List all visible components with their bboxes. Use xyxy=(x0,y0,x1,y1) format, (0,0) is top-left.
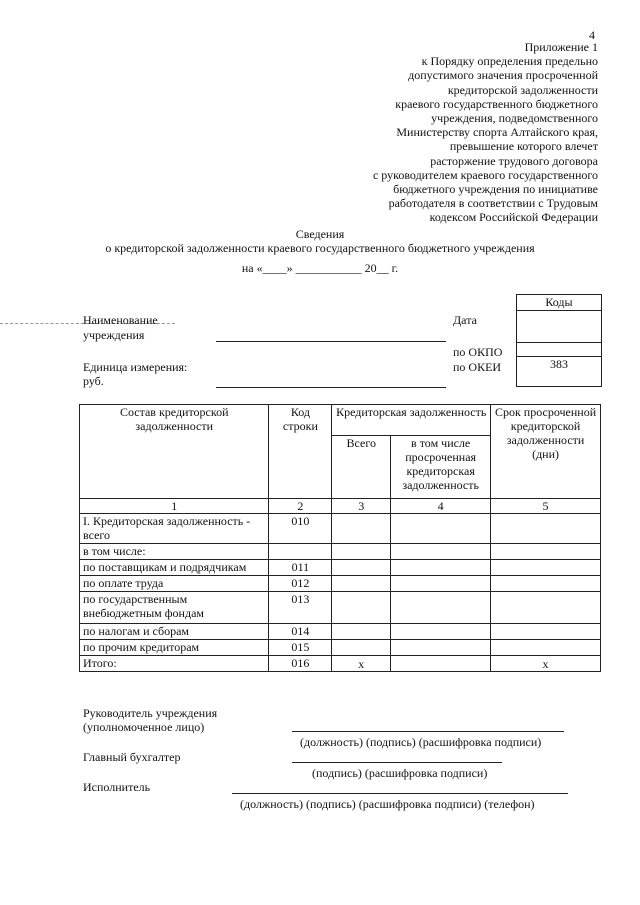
col-number: 3 xyxy=(332,499,391,514)
executor-signature-line[interactable] xyxy=(232,793,568,794)
document-title: Сведения xyxy=(295,227,345,241)
row-term[interactable] xyxy=(491,514,601,544)
row-total[interactable] xyxy=(332,544,391,560)
row-term[interactable] xyxy=(491,576,601,592)
row-code: 013 xyxy=(269,592,332,624)
row-name: Итого: xyxy=(80,656,269,672)
table-row xyxy=(80,560,601,576)
appendix-line: учреждения, подведомственного xyxy=(431,111,598,126)
appendix-line: допустимого значения просроченной xyxy=(408,68,598,83)
unit-field[interactable] xyxy=(216,387,446,388)
debt-table xyxy=(79,404,601,672)
accountant-signature-caption: (подпись) (расшифровка подписи) xyxy=(312,766,488,780)
unit-label: Единица измерения: xyxy=(83,360,188,374)
table-row xyxy=(80,640,601,656)
unit-value: руб. xyxy=(83,374,104,388)
head-label-2: (уполномоченное лицо) xyxy=(83,720,205,734)
appendix-block xyxy=(298,40,598,225)
head-signature-caption: (должность) (подпись) (расшифровка подписи) xyxy=(300,735,542,749)
row-total[interactable] xyxy=(332,576,391,592)
col-overdue-header: в том числе просроченная кредиторская задолженность xyxy=(391,436,491,499)
row-term[interactable] xyxy=(491,544,601,560)
appendix-line: кодексом Российской Федерации xyxy=(429,210,598,225)
table-row xyxy=(80,576,601,592)
row-name: по поставщикам и подрядчикам xyxy=(80,560,269,576)
row-code: 015 xyxy=(269,640,332,656)
row-overdue[interactable] xyxy=(391,576,491,592)
row-code xyxy=(269,544,332,560)
row-term[interactable] xyxy=(491,592,601,624)
executor-signature-caption: (должность) (подпись) (расшифровка подписи) (телефон) xyxy=(240,797,535,811)
row-code: 016 xyxy=(269,656,332,672)
codes-date-cell[interactable] xyxy=(517,311,602,343)
accountant-signature-line[interactable] xyxy=(292,762,502,763)
org-name-field[interactable] xyxy=(216,341,446,342)
row-code: 010 xyxy=(269,514,332,544)
table-row xyxy=(80,656,601,672)
row-code: 012 xyxy=(269,576,332,592)
table-row xyxy=(80,544,601,560)
row-overdue[interactable] xyxy=(391,544,491,560)
appendix-line: превышение которого влечет xyxy=(449,139,598,154)
row-overdue[interactable] xyxy=(391,560,491,576)
col-debt-header: Кредиторская задолженность xyxy=(332,405,491,436)
appendix-line: бюджетного учреждения по инициативе xyxy=(393,182,598,197)
appendix-line: расторжение трудового договора xyxy=(430,153,598,168)
table-row xyxy=(80,592,601,624)
okpo-label: по ОКПО xyxy=(453,345,503,359)
codes-table xyxy=(516,294,602,387)
row-code: 014 xyxy=(269,624,332,640)
col-number: 2 xyxy=(269,499,332,514)
row-name: по оплате труда xyxy=(80,576,269,592)
appendix-line: кредиторской задолженности xyxy=(447,82,598,97)
executor-label: Исполнитель xyxy=(83,780,151,794)
row-overdue[interactable] xyxy=(391,656,491,672)
head-label: Руководитель учреждения xyxy=(83,706,218,720)
appendix-line: с руководителем краевого государственного xyxy=(372,167,598,182)
date-label: Дата xyxy=(453,313,477,327)
row-term: х xyxy=(491,656,601,672)
row-total[interactable] xyxy=(332,624,391,640)
document-subtitle: о кредиторской задолженности краевого государственного бюджетного учреждения xyxy=(105,241,535,255)
col-number: 4 xyxy=(391,499,491,514)
appendix-line: работодателя в соответствии с Трудовым xyxy=(388,196,598,211)
row-overdue[interactable] xyxy=(391,624,491,640)
col-number: 1 xyxy=(80,499,269,514)
head-signature-line[interactable] xyxy=(292,731,564,732)
row-name: по государственным внебюджетным фондам xyxy=(80,592,269,624)
row-total: х xyxy=(332,656,391,672)
row-term[interactable] xyxy=(491,640,601,656)
org-label: Наименование xyxy=(83,313,158,327)
row-total[interactable] xyxy=(332,592,391,624)
row-total[interactable] xyxy=(332,640,391,656)
report-date-line: на «____» ___________ 20__ г. xyxy=(241,261,399,275)
codes-title: Коды xyxy=(517,295,602,311)
table-row xyxy=(80,514,601,544)
appendix-line: к Порядку определения предельно xyxy=(421,54,598,69)
row-overdue[interactable] xyxy=(391,592,491,624)
appendix-line: краевого государственного бюджетного xyxy=(395,96,598,111)
accountant-label: Главный бухгалтер xyxy=(83,750,181,764)
col-number: 5 xyxy=(491,499,601,514)
codes-okei-cell: 383 xyxy=(517,357,602,387)
org-label-2: учреждения xyxy=(83,328,145,342)
row-name: I. Кредиторская задолженность - всего xyxy=(80,514,269,544)
page-number: 4 xyxy=(589,28,595,42)
row-overdue[interactable] xyxy=(391,640,491,656)
appendix-line: Министерству спорта Алтайского края, xyxy=(396,125,598,140)
okei-label: по ОКЕИ xyxy=(453,360,502,374)
row-code: 011 xyxy=(269,560,332,576)
col-code-header: Код строки xyxy=(269,405,332,499)
codes-okpo-cell[interactable] xyxy=(517,343,602,357)
col-composition-header: Состав кредиторской задолженности xyxy=(80,405,269,499)
row-overdue[interactable] xyxy=(391,514,491,544)
appendix-line: Приложение 1 xyxy=(524,40,598,54)
row-total[interactable] xyxy=(332,514,391,544)
table-row xyxy=(80,624,601,640)
row-name: по налогам и сборам xyxy=(80,624,269,640)
row-name: по прочим кредиторам xyxy=(80,640,269,656)
row-term[interactable] xyxy=(491,560,601,576)
row-term[interactable] xyxy=(491,624,601,640)
row-total[interactable] xyxy=(332,560,391,576)
col-term-header: Срок просроченной кредиторской задолженности (дни) xyxy=(491,405,601,499)
row-name: в том числе: xyxy=(80,544,269,560)
col-total-header: Всего xyxy=(332,436,391,499)
